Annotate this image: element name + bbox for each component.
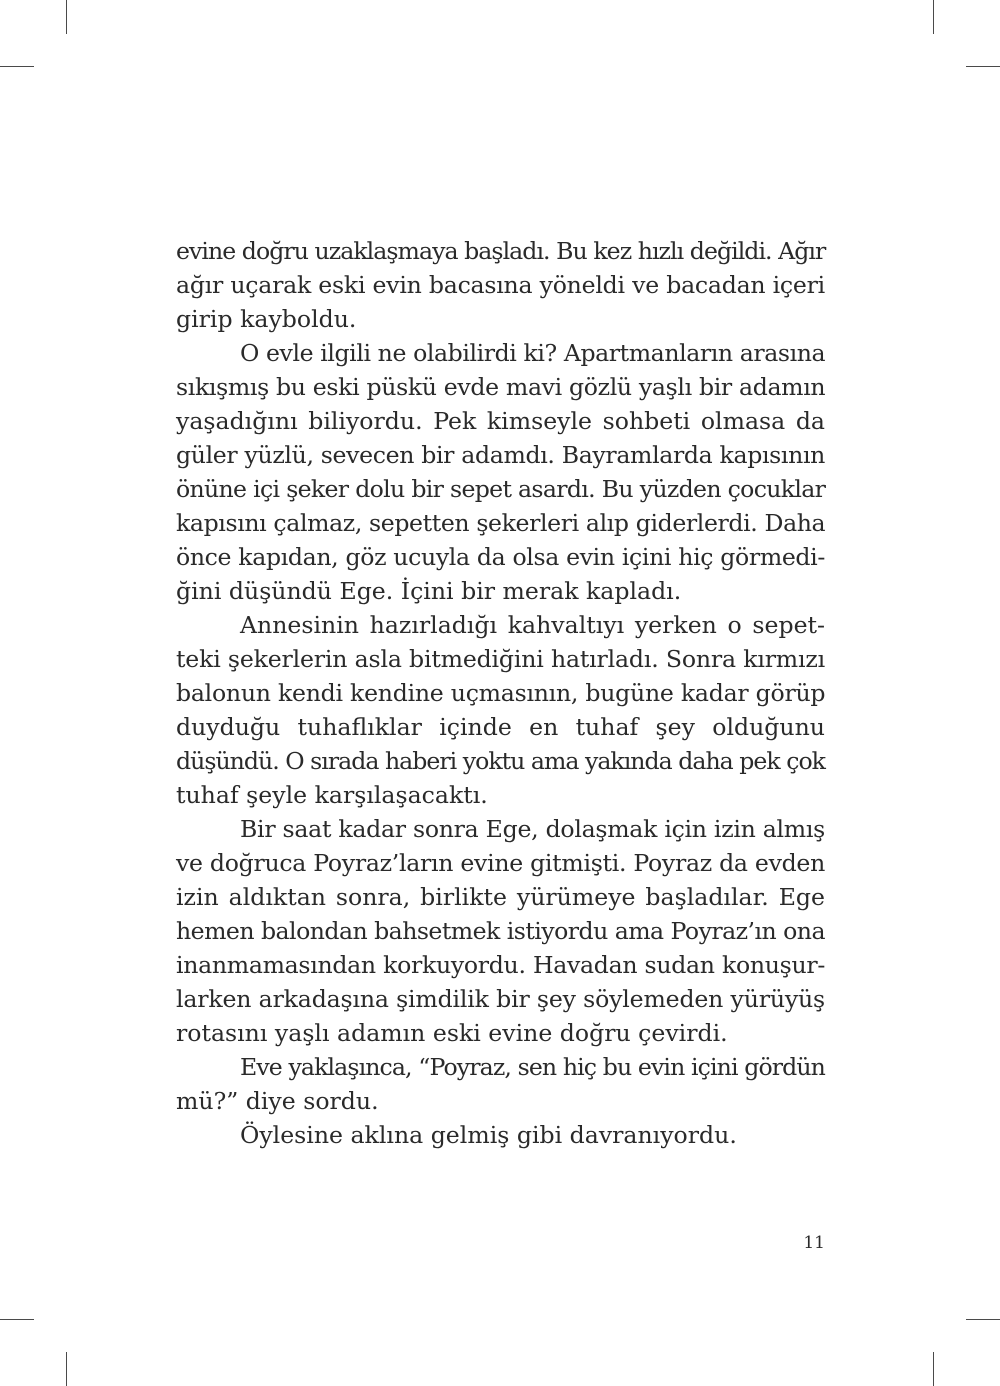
text-line: rotasını yaşlı adamın eski evine doğru çevirdi. xyxy=(176,1019,728,1047)
text-line: önüne içi şeker dolu bir sepet asardı. Bu yüzden çocuklar xyxy=(176,475,826,503)
text-line: duyduğu tuhaflıklar içinde en tuhaf şey olduğunu xyxy=(176,713,825,741)
paragraph-6 xyxy=(176,1118,825,1152)
crop-mark-top-right xyxy=(933,0,934,34)
text-line: ağır uçarak eski evin bacasına yöneldi ve bacadan içeri xyxy=(176,271,825,299)
text-line: girip kayboldu. xyxy=(176,305,357,333)
text-line: güler yüzlü, sevecen bir adamdı. Bayramlarda kapısının xyxy=(176,441,825,469)
text-line: balonun kendi kendine uçmasının, bugüne kadar görüp xyxy=(176,679,826,707)
text-line: sıkışmış bu eski püskü evde mavi gözlü yaşlı bir adamın xyxy=(176,373,826,401)
paragraph-5 xyxy=(176,1050,825,1118)
text-line: ğini düşündü Ege. İçini bir merak kapladı. xyxy=(176,577,682,605)
crop-mark-bottom-left-horizontal xyxy=(0,1319,34,1320)
text-line: O evle ilgili ne olabilirdi ki? Apartmanların arasına xyxy=(240,339,826,367)
text-line: izin aldıktan sonra, birlikte yürümeye başladılar. Ege xyxy=(176,883,825,911)
paragraph-2 xyxy=(176,336,825,608)
text-line: hemen balondan bahsetmek istiyordu ama Poyraz’ın ona xyxy=(176,917,825,945)
body-text xyxy=(176,234,825,1152)
text-line: tuhaf şeyle karşılaşacaktı. xyxy=(176,781,488,809)
crop-mark-bottom-left xyxy=(66,1352,67,1386)
crop-mark-top-right-horizontal xyxy=(966,66,1000,67)
text-line: düşündü. O sırada haberi yoktu ama yakında daha pek çok xyxy=(176,747,825,775)
text-line: Bir saat kadar sonra Ege, dolaşmak için izin almış xyxy=(240,815,825,843)
paragraph-1 xyxy=(176,234,825,336)
text-line: larken arkadaşına şimdilik bir şey söylemeden yürüyüş xyxy=(176,985,825,1013)
page-number: 11 xyxy=(803,1233,825,1253)
text-line: ve doğruca Poyraz’ların evine gitmişti. Poyraz da evden xyxy=(176,849,825,877)
text-line: kapısını çalmaz, sepetten şekerleri alıp giderlerdi. Daha xyxy=(176,509,826,537)
text-line: inanmamasından korkuyordu. Havadan sudan konuşur- xyxy=(176,951,825,979)
text-line: yaşadığını biliyordu. Pek kimseyle sohbeti olmasa da xyxy=(176,407,825,435)
paragraph-3 xyxy=(176,608,825,812)
crop-mark-bottom-right xyxy=(933,1352,934,1386)
text-line: Eve yaklaşınca, “Poyraz, sen hiç bu evin içini gördün xyxy=(240,1053,825,1081)
text-line: teki şekerlerin asla bitmediğini hatırladı. Sonra kırmızı xyxy=(176,645,825,673)
crop-mark-top-left xyxy=(66,0,67,34)
text-line: önce kapıdan, göz ucuyla da olsa evin içini hiç görmedi- xyxy=(176,543,825,571)
crop-mark-bottom-right-horizontal xyxy=(966,1319,1000,1320)
text-line: Öylesine aklına gelmiş gibi davranıyordu. xyxy=(240,1121,737,1149)
text-line: mü?” diye sordu. xyxy=(176,1087,379,1115)
text-line: evine doğru uzaklaşmaya başladı. Bu kez hızlı değildi. Ağır xyxy=(176,237,826,265)
text-line: Annesinin hazırladığı kahvaltıyı yerken o sepet- xyxy=(240,611,825,639)
paragraph-4 xyxy=(176,812,825,1050)
crop-mark-top-left-horizontal xyxy=(0,66,34,67)
